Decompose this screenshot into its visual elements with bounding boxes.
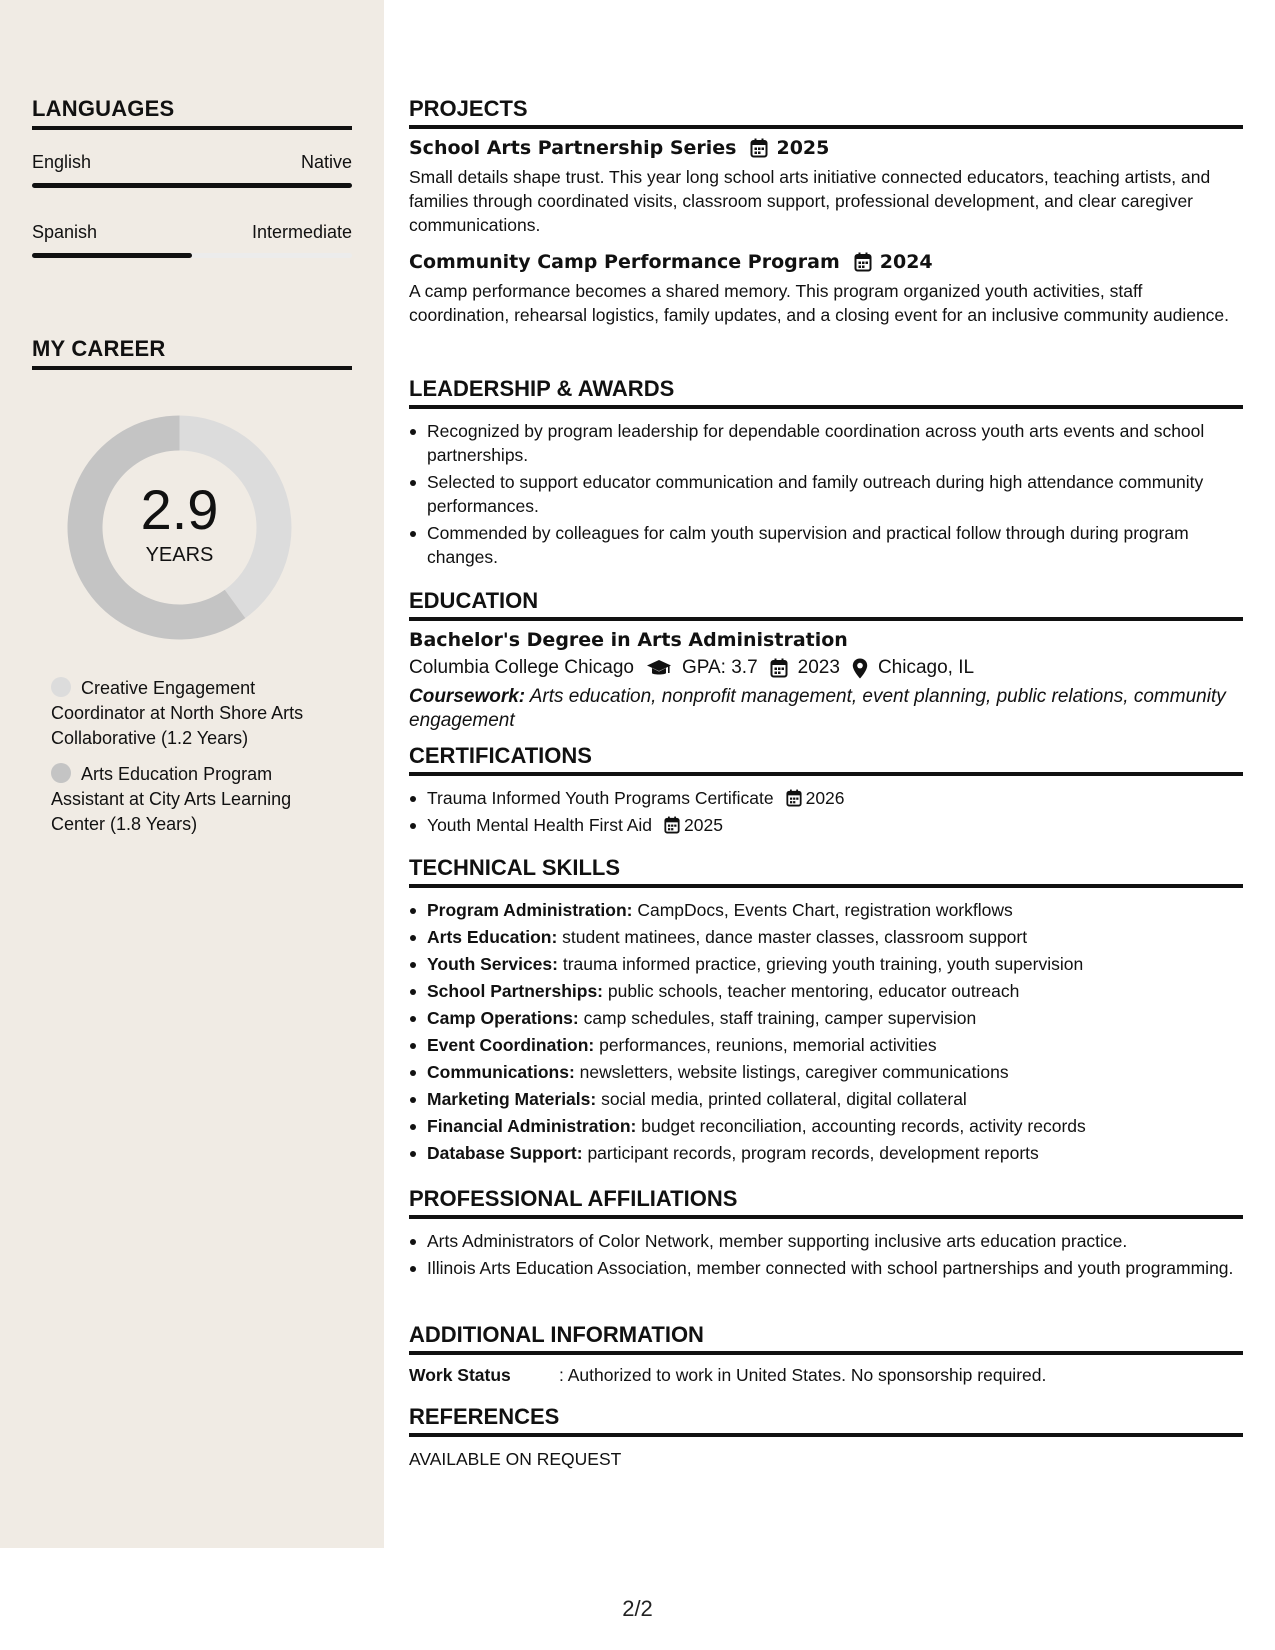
affiliations-section <box>409 1186 1243 1280</box>
projects-divider <box>409 125 1243 129</box>
references-divider <box>409 1433 1243 1437</box>
list-item <box>409 813 1243 837</box>
career-section <box>32 336 352 370</box>
list-item <box>409 952 1243 976</box>
certification-name: Trauma Informed Youth Programs Certificate <box>427 788 774 808</box>
certification-name: Youth Mental Health First Aid <box>427 815 653 835</box>
project-title-row <box>409 137 1243 159</box>
leadership-list <box>409 419 1243 569</box>
career-divider <box>32 366 352 370</box>
project-year: 2024 <box>879 251 933 273</box>
project-description: A camp performance becomes a shared memory. This program organized youth activities, staff coordination, rehearsal logistics, family updates, and a closing event for an inclusive community audience. <box>409 281 1230 325</box>
skill-value: budget reconciliation, accounting records, activity records <box>636 1116 1086 1136</box>
leadership-heading: LEADERSHIP & AWARDS <box>409 376 675 401</box>
skill-value: newsletters, website listings, caregiver communications <box>574 1062 1009 1082</box>
skill-value: camp schedules, staff training, camper supervision <box>578 1008 977 1028</box>
languages-divider <box>32 126 352 130</box>
references-heading: REFERENCES <box>409 1404 560 1429</box>
career-legend-item <box>51 676 341 751</box>
education-degree: Bachelor's Degree in Arts Administration <box>409 629 848 651</box>
list-item <box>409 979 1243 1003</box>
skills-heading: TECHNICAL SKILLS <box>409 855 621 880</box>
education-year: 2023 <box>797 657 840 678</box>
skill-value: public schools, teacher mentoring, educator outreach <box>603 981 1020 1001</box>
language-item <box>32 152 352 188</box>
education-heading: EDUCATION <box>409 588 539 613</box>
coursework-text: Arts education, nonprofit management, event planning, public relations, community engagement <box>409 686 1226 731</box>
list-item: Illinois Arts Education Association, member connected with school partnerships and youth programming. <box>409 1256 1243 1280</box>
skill-label: Youth Services: <box>427 954 558 974</box>
calendar-icon <box>854 252 872 272</box>
career-total-unit: YEARS <box>145 544 214 566</box>
language-proficiency-fill <box>32 253 192 258</box>
additional-info-divider <box>409 1351 1243 1355</box>
skill-label: Event Coordination: <box>427 1035 595 1055</box>
list-item <box>409 1006 1243 1030</box>
project-year: 2025 <box>776 137 830 159</box>
languages-heading: LANGUAGES <box>32 96 175 121</box>
list-item <box>409 1114 1243 1138</box>
list-item: Arts Administrators of Color Network, member supporting inclusive arts education practice. <box>409 1229 1243 1253</box>
skill-value: CampDocs, Events Chart, registration workflows <box>632 900 1013 920</box>
affiliations-list <box>409 1229 1243 1280</box>
certification-year: 2026 <box>805 788 845 808</box>
certifications-section <box>409 743 1243 837</box>
affiliations-heading: PROFESSIONAL AFFILIATIONS <box>409 1186 738 1211</box>
language-name: English <box>32 152 92 172</box>
skills-section <box>409 855 1243 1165</box>
leadership-divider <box>409 405 1243 409</box>
skill-label: Financial Administration: <box>427 1116 637 1136</box>
certifications-heading: CERTIFICATIONS <box>409 743 592 768</box>
education-section <box>409 588 1243 733</box>
career-heading: MY CAREER <box>32 336 166 361</box>
skill-label: Database Support: <box>427 1143 583 1163</box>
work-status-value: : Authorized to work in United States. No sponsorship required. <box>559 1365 1047 1385</box>
language-proficiency-fill <box>32 183 352 188</box>
skill-value: performances, reunions, memorial activities <box>594 1035 937 1055</box>
list-item <box>409 1141 1243 1165</box>
project-name: School Arts Partnership Series <box>409 137 737 159</box>
skill-label: School Partnerships: <box>427 981 604 1001</box>
school-name: Columbia College Chicago <box>409 657 634 678</box>
list-item: Recognized by program leadership for dependable coordination across youth arts events and school partnerships. <box>409 419 1243 467</box>
graduation-cap-icon <box>646 659 672 677</box>
references-text: AVAILABLE ON REQUEST <box>409 1449 622 1469</box>
skills-list <box>409 898 1243 1165</box>
list-item <box>409 925 1243 949</box>
project-name: Community Camp Performance Program <box>409 251 840 273</box>
career-total-value: 2.9 <box>140 478 219 541</box>
page-number: 2/2 <box>622 1596 653 1621</box>
skill-value: trauma informed practice, grieving youth training, youth supervision <box>557 954 1084 974</box>
projects-section <box>409 96 1243 327</box>
skill-label: Communications: <box>427 1062 575 1082</box>
skill-label: Arts Education: <box>427 927 558 947</box>
education-gpa: GPA: 3.7 <box>681 657 758 678</box>
calendar-icon <box>664 816 680 834</box>
skills-divider <box>409 884 1243 888</box>
location-pin-icon <box>852 658 868 679</box>
skill-value: student matinees, dance master classes, classroom support <box>557 927 1028 947</box>
language-proficiency-bar <box>32 183 352 188</box>
references-section <box>409 1404 1243 1471</box>
legend-dot-icon <box>51 677 71 697</box>
skill-label: Program Administration: <box>427 900 633 920</box>
affiliations-divider <box>409 1215 1243 1219</box>
calendar-icon <box>770 658 788 678</box>
education-school <box>409 657 634 679</box>
education-divider <box>409 617 1243 621</box>
skill-label: Camp Operations: <box>427 1008 579 1028</box>
list-item: Selected to support educator communication and family outreach during high attendance community performances. <box>409 470 1243 518</box>
career-legend-label: Arts Education Program Assistant at City Arts Learning Center (1.8 Years) <box>51 764 292 834</box>
education-location: Chicago, IL <box>877 657 975 678</box>
skill-value: participant records, program records, development reports <box>582 1143 1039 1163</box>
skill-label: Marketing Materials: <box>427 1089 597 1109</box>
list-item <box>409 1060 1243 1084</box>
certification-year: 2025 <box>684 815 723 835</box>
legend-dot-icon <box>51 763 71 783</box>
work-status-row <box>409 1365 1243 1386</box>
projects-heading: PROJECTS <box>409 96 528 121</box>
additional-info-heading: ADDITIONAL INFORMATION <box>409 1322 704 1347</box>
career-legend-label: Creative Engagement Coordinator at North Shore Arts Collaborative (1.2 Years) <box>51 678 304 748</box>
project-description: Small details shape trust. This year long school arts initiative connected educators, teaching artists, and families through coordinated visits, classroom support, professional development, and clear caregiver communications. <box>409 167 1211 235</box>
languages-section <box>32 96 352 130</box>
sidebar <box>0 0 384 1548</box>
list-item <box>409 1087 1243 1111</box>
language-proficiency-bar <box>32 253 352 258</box>
additional-info-section <box>409 1322 1243 1386</box>
list-item: Commended by colleagues for calm youth supervision and practical follow through during program changes. <box>409 521 1243 569</box>
project-title-row <box>409 251 1243 273</box>
language-level: Native <box>300 152 352 172</box>
language-level: Intermediate <box>251 222 352 242</box>
calendar-icon <box>786 789 802 807</box>
leadership-section <box>409 376 1243 569</box>
education-meta-row <box>409 657 1243 679</box>
certifications-divider <box>409 772 1243 776</box>
list-item <box>409 786 1243 810</box>
career-legend-item <box>51 762 341 837</box>
certifications-list <box>409 786 1243 837</box>
career-donut-chart <box>67 415 292 640</box>
work-status-label: Work Status <box>409 1365 511 1385</box>
language-item <box>32 222 352 258</box>
coursework-label: Coursework: <box>409 686 526 707</box>
list-item <box>409 898 1243 922</box>
list-item <box>409 1033 1243 1057</box>
calendar-icon <box>750 138 768 158</box>
language-name: Spanish <box>32 222 98 242</box>
education-coursework <box>409 685 1243 733</box>
skill-value: social media, printed collateral, digital collateral <box>596 1089 967 1109</box>
